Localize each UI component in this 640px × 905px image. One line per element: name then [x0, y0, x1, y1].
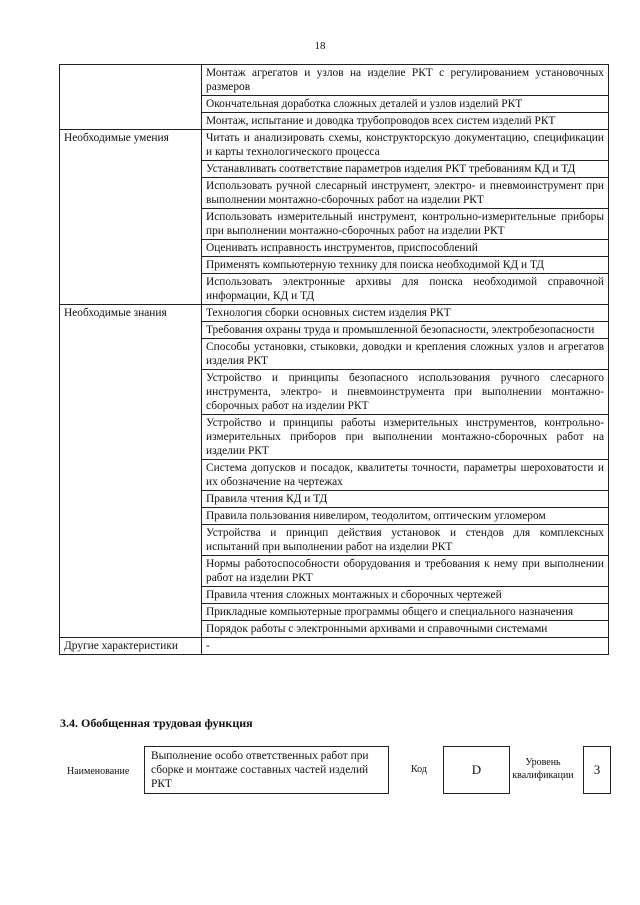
table-cell: Система допусков и посадок, квалитеты точности, параметры шероховатости и их обозначение на чертежах — [202, 460, 609, 491]
table-row — [60, 65, 609, 96]
table-cell: Применять компьютерную технику для поиска необходимой КД и ТД — [202, 257, 609, 274]
code-value: D — [443, 746, 510, 794]
table-cell: Устанавливать соответствие параметров изделия РКТ требованиям КД и ТД — [202, 161, 609, 178]
table-row — [60, 130, 609, 161]
row-label-knowledge: Необходимые знания — [60, 305, 202, 638]
row-label-skills: Необходимые умения — [60, 130, 202, 305]
level-label: Уровень квалификации — [512, 757, 574, 781]
section-title: 3.4. Обобщенная трудовая функция — [60, 716, 253, 730]
row-label-other: Другие характеристики — [60, 638, 202, 655]
table-cell: Монтаж, испытание и доводка трубопроводов всех систем изделий РКТ — [202, 113, 609, 130]
name-label: Наименование — [67, 766, 130, 777]
table-cell: Правила чтения сложных монтажных и сборочных чертежей — [202, 587, 609, 604]
table-cell: Использовать измерительный инструмент, контрольно-измерительные приборы при выполнении монтажно-сборочных работ на изделии РКТ — [202, 209, 609, 240]
table-cell: Требования охраны труда и промышленной безопасности, электробезопасности — [202, 322, 609, 339]
name-value: Выполнение особо ответственных работ при сборке и монтаже составных частей изделий РКТ — [144, 746, 389, 794]
table-cell: Устройство и принципы работы измерительных инструментов, контрольно-измерительных приборов при выполнении монтажно-сборочных работ на изделии РКТ — [202, 415, 609, 460]
table-cell: Оценивать исправность инструментов, приспособлений — [202, 240, 609, 257]
table-cell: Монтаж агрегатов и узлов на изделие РКТ с регулированием установочных размеров — [202, 65, 609, 96]
table-cell: Нормы работоспособности оборудования и требования к нему при выполнении работ на изделии РКТ — [202, 556, 609, 587]
table-row — [60, 638, 609, 655]
table-row — [60, 305, 609, 322]
table-cell: Читать и анализировать схемы, конструкторскую документацию, спецификации и карты технологического процесса — [202, 130, 609, 161]
table-cell: Устройства и принцип действия установок и стендов для комплексных испытаний при выполнении работ на изделии РКТ — [202, 525, 609, 556]
table-cell: Порядок работы с электронными архивами и справочными системами — [202, 621, 609, 638]
table-cell: Способы установки, стыковки, доводки и крепления сложных узлов и агрегатов изделия РКТ — [202, 339, 609, 370]
table-cell: Использовать электронные архивы для поиска необходимой справочной информации, КД и ТД — [202, 274, 609, 305]
table-cell: Технология сборки основных систем изделия РКТ — [202, 305, 609, 322]
table-cell: Правила чтения КД и ТД — [202, 491, 609, 508]
table-cell: Использовать ручной слесарный инструмент, электро- и пневмоинструмент при выполнении монтажно-сборочных работ на изделии РКТ — [202, 178, 609, 209]
row-label — [60, 65, 202, 130]
competency-table — [59, 64, 609, 655]
code-label: Код — [411, 764, 427, 775]
function-header-row — [60, 746, 610, 796]
table-cell: Правила пользования нивелиром, теодолитом, оптическим угломером — [202, 508, 609, 525]
page-number: 18 — [314, 40, 326, 52]
table-cell: Прикладные компьютерные программы общего и специального назначения — [202, 604, 609, 621]
level-value: 3 — [583, 746, 611, 794]
table-cell: Окончательная доработка сложных деталей и узлов изделий РКТ — [202, 96, 609, 113]
table-cell: Устройство и принципы безопасного использования ручного слесарного инструмента, электро- и пневмоинструмента при выполнении монтажно-сборочных работ на изделии РКТ — [202, 370, 609, 415]
table-cell: - — [202, 638, 609, 655]
